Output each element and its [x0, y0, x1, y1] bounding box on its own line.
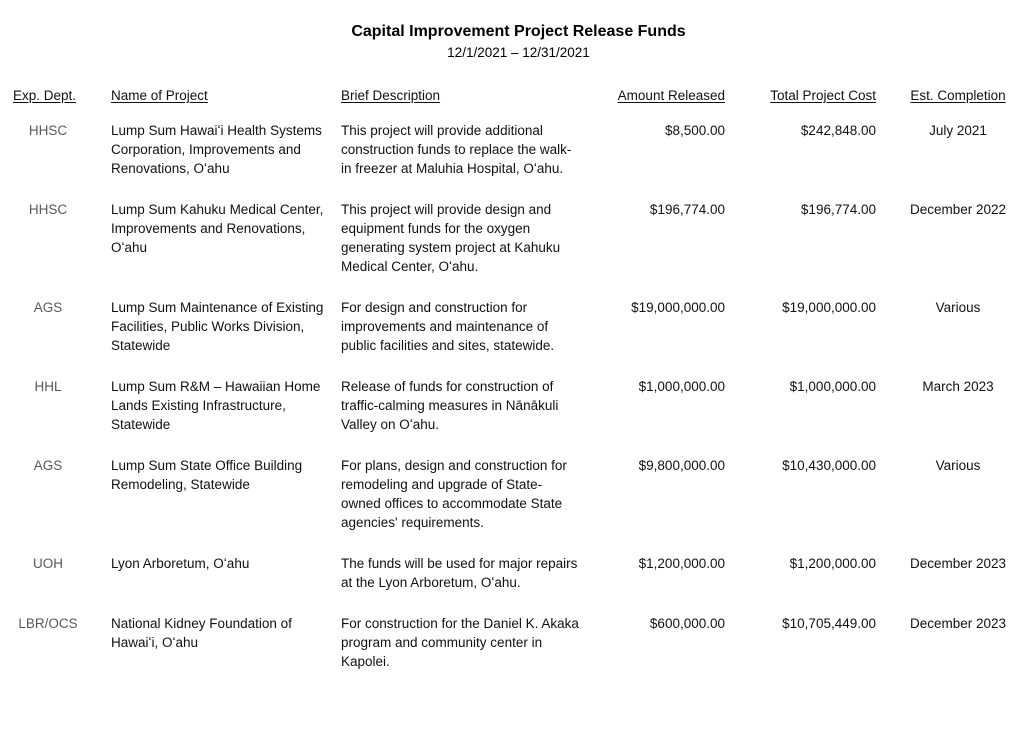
cell-amount-released: $1,000,000.00 [638, 379, 725, 394]
header-row [13, 86, 1024, 121]
cell-est-completion: Various [935, 458, 981, 473]
cell-project-name: Lump Sum Maintenance of Existing Facilities, Public Works Division, Statewide [111, 300, 324, 353]
cell-total-cost: $1,000,000.00 [789, 379, 876, 394]
table-row [13, 377, 1024, 456]
cell-total-cost: $242,848.00 [800, 123, 876, 138]
cell-amount-released: $1,200,000.00 [638, 556, 725, 571]
page-title: Capital Improvement Project Release Funds [351, 23, 686, 40]
table-row [13, 121, 1024, 200]
cell-amount-released: $9,800,000.00 [638, 458, 725, 473]
cell-project-name: Lump Sum Kahuku Medical Center, Improvements and Renovations, Oʻahu [111, 202, 324, 255]
page-subtitle: 12/1/2021 – 12/31/2021 [447, 45, 590, 60]
cell-description: This project will provide additional construction funds to replace the walk-in freezer at Maluhia Hospital, Oʻahu. [341, 123, 572, 176]
cell-amount-released: $600,000.00 [649, 616, 725, 631]
cell-amount-released: $19,000,000.00 [631, 300, 725, 315]
cell-project-name: National Kidney Foundation of Hawaiʻi, Oʻahu [111, 616, 292, 650]
column-header-brief-description: Brief Description [341, 88, 441, 103]
cell-total-cost: $10,430,000.00 [782, 458, 876, 473]
cell-amount-released: $196,774.00 [649, 202, 725, 217]
cell-exp-dept: UOH [33, 556, 63, 571]
cell-est-completion: March 2023 [922, 379, 994, 394]
cell-description: The funds will be used for major repairs at the Lyon Arboretum, Oʻahu. [341, 556, 578, 590]
cell-exp-dept: HHSC [28, 123, 68, 138]
cell-total-cost: $196,774.00 [800, 202, 876, 217]
cell-amount-released: $8,500.00 [664, 123, 725, 138]
table-row [13, 200, 1024, 298]
table-row [13, 614, 1024, 693]
cell-project-name: Lump Sum R&M – Hawaiian Home Lands Existing Infrastructure, Statewide [111, 379, 321, 432]
cell-exp-dept: AGS [33, 458, 63, 473]
cell-project-name: Lyon Arboretum, Oʻahu [111, 556, 250, 571]
cell-project-name: Lump Sum State Office Building Remodeling, Statewide [111, 458, 303, 492]
table-row [13, 298, 1024, 377]
column-header-amount-released: Amount Released [617, 88, 725, 103]
cell-description: For plans, design and construction for remodeling and upgrade of State-owned offices to accommodate State agencies' requirements. [341, 458, 567, 530]
cell-description: Release of funds for construction of traffic-calming measures in Nānākuli Valley on Oʻahu. [341, 379, 559, 432]
column-header-est-completion: Est. Completion [910, 88, 1006, 103]
cell-est-completion: December 2022 [909, 202, 1007, 217]
cell-total-cost: $10,705,449.00 [782, 616, 876, 631]
cell-total-cost: $19,000,000.00 [782, 300, 876, 315]
cell-description: This project will provide design and equipment funds for the oxygen generating system project at Kahuku Medical Center, Oʻahu. [341, 202, 561, 274]
projects-table [13, 86, 1024, 693]
cell-total-cost: $1,200,000.00 [789, 556, 876, 571]
cell-exp-dept: HHL [34, 379, 62, 394]
cell-description: For design and construction for improvements and maintenance of public facilities and sites, statewide. [341, 300, 555, 353]
cell-est-completion: July 2021 [929, 123, 987, 138]
cell-est-completion: December 2023 [909, 556, 1007, 571]
column-header-name-of-project: Name of Project [111, 88, 208, 103]
cell-exp-dept: HHSC [28, 202, 68, 217]
cell-description: For construction for the Daniel K. Akaka program and community center in Kapolei. [341, 616, 579, 669]
column-header-exp-dept: Exp. Dept. [13, 88, 77, 103]
table-row [13, 456, 1024, 554]
column-header-total-project-cost: Total Project Cost [770, 88, 876, 103]
cell-exp-dept: AGS [33, 300, 63, 315]
cell-est-completion: December 2023 [909, 616, 1007, 631]
cell-project-name: Lump Sum Hawaiʻi Health Systems Corporation, Improvements and Renovations, Oʻahu [111, 123, 322, 176]
table-row [13, 554, 1024, 614]
cell-exp-dept: LBR/OCS [18, 616, 78, 631]
cell-est-completion: Various [935, 300, 981, 315]
